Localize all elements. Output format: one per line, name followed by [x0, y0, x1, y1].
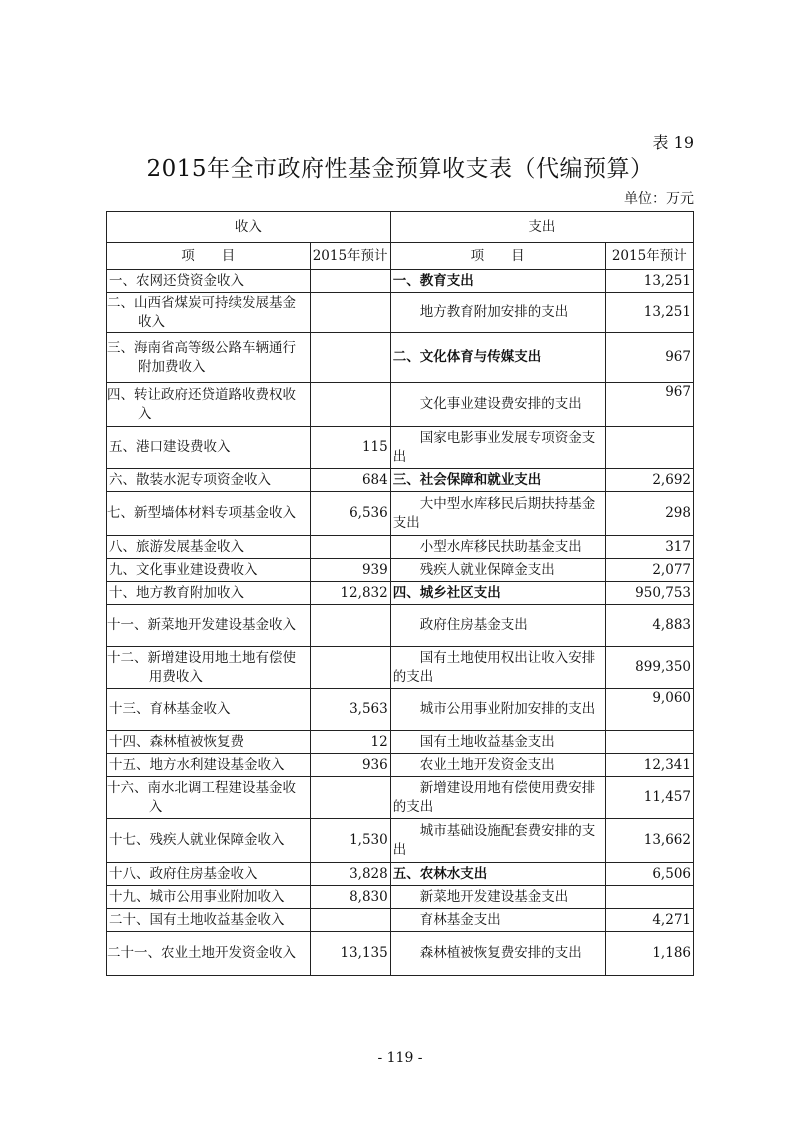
income-value: [310, 333, 390, 383]
expense-item: 国有土地收益基金支出: [390, 731, 605, 754]
table-row: [107, 469, 694, 492]
expense-value: 4,883: [605, 605, 693, 647]
table-row: [107, 333, 694, 383]
expense-value: 2,692: [605, 469, 693, 492]
income-budget-header: 2015年预计: [310, 243, 390, 270]
expense-value: 9,060: [605, 689, 693, 731]
budget-table: [106, 211, 694, 976]
income-value: 1,530: [310, 819, 390, 863]
income-value: [310, 293, 390, 333]
page-title: 2015年全市政府性基金预算收支表（代编预算）: [146, 156, 654, 182]
expense-value: 317: [605, 536, 693, 559]
table-row: [107, 863, 694, 886]
expense-item: 农业土地开发资金支出: [390, 754, 605, 777]
income-value: 3,563: [310, 689, 390, 731]
table-row: [107, 754, 694, 777]
income-item: 十四、森林植被恢复费: [107, 731, 311, 754]
expense-item: 新增建设用地有偿使用费安排的支出: [390, 777, 605, 819]
table-row: [107, 293, 694, 333]
unit-label: 单位：万元: [624, 191, 694, 207]
expense-value: 899,350: [605, 647, 693, 689]
expense-value: [605, 886, 693, 909]
expense-value: 950,753: [605, 582, 693, 605]
income-value: 12: [310, 731, 390, 754]
expense-value: 2,077: [605, 559, 693, 582]
expense-item: 文化事业建设费安排的支出: [390, 383, 605, 427]
income-item: 十三、育林基金收入: [107, 689, 311, 731]
income-item: 十七、残疾人就业保障金收入: [107, 819, 311, 863]
expense-value: 4,271: [605, 909, 693, 932]
income-item: 九、文化事业建设费收入: [107, 559, 311, 582]
income-value: [310, 536, 390, 559]
income-value: [310, 270, 390, 293]
expense-header: 支出: [390, 212, 693, 243]
page-number: - 119 -: [377, 1050, 423, 1066]
table-row: [107, 582, 694, 605]
income-item: 四、转让政府还贷道路收费权收入: [107, 383, 311, 427]
table-row: [107, 932, 694, 976]
income-item: 十五、地方水利建设基金收入: [107, 754, 311, 777]
expense-item: 残疾人就业保障金支出: [390, 559, 605, 582]
income-value: 8,830: [310, 886, 390, 909]
table-row: [107, 383, 694, 427]
income-item: 十一、新菜地开发建设基金收入: [107, 605, 311, 647]
table-row: [107, 605, 694, 647]
table-row: [107, 689, 694, 731]
income-value: 115: [310, 427, 390, 469]
expense-item-header: 项 目: [390, 243, 605, 270]
table-row: [107, 559, 694, 582]
expense-item: 城市公用事业附加安排的支出: [390, 689, 605, 731]
income-item: 五、港口建设费收入: [107, 427, 311, 469]
expense-item: 五、农林水支出: [390, 863, 605, 886]
income-item: 十九、城市公用事业附加收入: [107, 886, 311, 909]
income-value: [310, 909, 390, 932]
table-row: [107, 777, 694, 819]
expense-item: 国有土地使用权出让收入安排的支出: [390, 647, 605, 689]
income-value: [310, 383, 390, 427]
income-item-header: 项 目: [107, 243, 311, 270]
header-row-main: [107, 212, 694, 243]
income-value: 6,536: [310, 492, 390, 536]
expense-item: 政府住房基金支出: [390, 605, 605, 647]
expense-item: 森林植被恢复费安排的支出: [390, 932, 605, 976]
expense-item: 地方教育附加安排的支出: [390, 293, 605, 333]
income-value: [310, 647, 390, 689]
table-row: [107, 886, 694, 909]
income-value: 13,135: [310, 932, 390, 976]
table-row: [107, 731, 694, 754]
expense-item: 一、教育支出: [390, 270, 605, 293]
table-row: [107, 270, 694, 293]
expense-budget-header: 2015年预计: [605, 243, 693, 270]
expense-value: 298: [605, 492, 693, 536]
table-row: [107, 647, 694, 689]
income-value: 3,828: [310, 863, 390, 886]
expense-value: 967: [605, 383, 693, 427]
table-row: [107, 492, 694, 536]
expense-value: [605, 731, 693, 754]
income-value: 939: [310, 559, 390, 582]
income-value: 936: [310, 754, 390, 777]
income-value: 12,832: [310, 582, 390, 605]
table-row: [107, 427, 694, 469]
expense-item: 三、社会保障和就业支出: [390, 469, 605, 492]
expense-value: 11,457: [605, 777, 693, 819]
expense-value: 967: [605, 333, 693, 383]
income-item: 二十一、农业土地开发资金收入: [107, 932, 311, 976]
table-row: [107, 536, 694, 559]
expense-value: 13,251: [605, 270, 693, 293]
income-item: 七、新型墙体材料专项基金收入: [107, 492, 311, 536]
expense-item: 城市基础设施配套费安排的支出: [390, 819, 605, 863]
table-number: 表 19: [652, 133, 694, 152]
expense-item: 育林基金支出: [390, 909, 605, 932]
income-value: 684: [310, 469, 390, 492]
expense-value: 6,506: [605, 863, 693, 886]
income-item: 二、山西省煤炭可持续发展基金收入: [107, 293, 311, 333]
expense-item: 国家电影事业发展专项资金支出: [390, 427, 605, 469]
expense-value: 13,662: [605, 819, 693, 863]
income-item: 十六、南水北调工程建设基金收入: [107, 777, 311, 819]
expense-value: [605, 427, 693, 469]
expense-item: 二、文化体育与传媒支出: [390, 333, 605, 383]
income-item: 八、旅游发展基金收入: [107, 536, 311, 559]
header-row-sub: [107, 243, 694, 270]
income-header: 收入: [107, 212, 391, 243]
expense-item: 小型水库移民扶助基金支出: [390, 536, 605, 559]
income-item: 六、散装水泥专项资金收入: [107, 469, 311, 492]
expense-value: 12,341: [605, 754, 693, 777]
income-item: 三、海南省高等级公路车辆通行附加费收入: [107, 333, 311, 383]
income-item: 十二、新增建设用地土地有偿使用费收入: [107, 647, 311, 689]
expense-value: 1,186: [605, 932, 693, 976]
expense-item: 新菜地开发建设基金支出: [390, 886, 605, 909]
expense-item: 四、城乡社区支出: [390, 582, 605, 605]
income-item: 十八、政府住房基金收入: [107, 863, 311, 886]
table-row: [107, 819, 694, 863]
expense-item: 大中型水库移民后期扶持基金支出: [390, 492, 605, 536]
income-item: 二十、国有土地收益基金收入: [107, 909, 311, 932]
expense-value: 13,251: [605, 293, 693, 333]
income-item: 一、农网还贷资金收入: [107, 270, 311, 293]
table-row: [107, 909, 694, 932]
income-value: [310, 777, 390, 819]
income-value: [310, 605, 390, 647]
income-item: 十、地方教育附加收入: [107, 582, 311, 605]
